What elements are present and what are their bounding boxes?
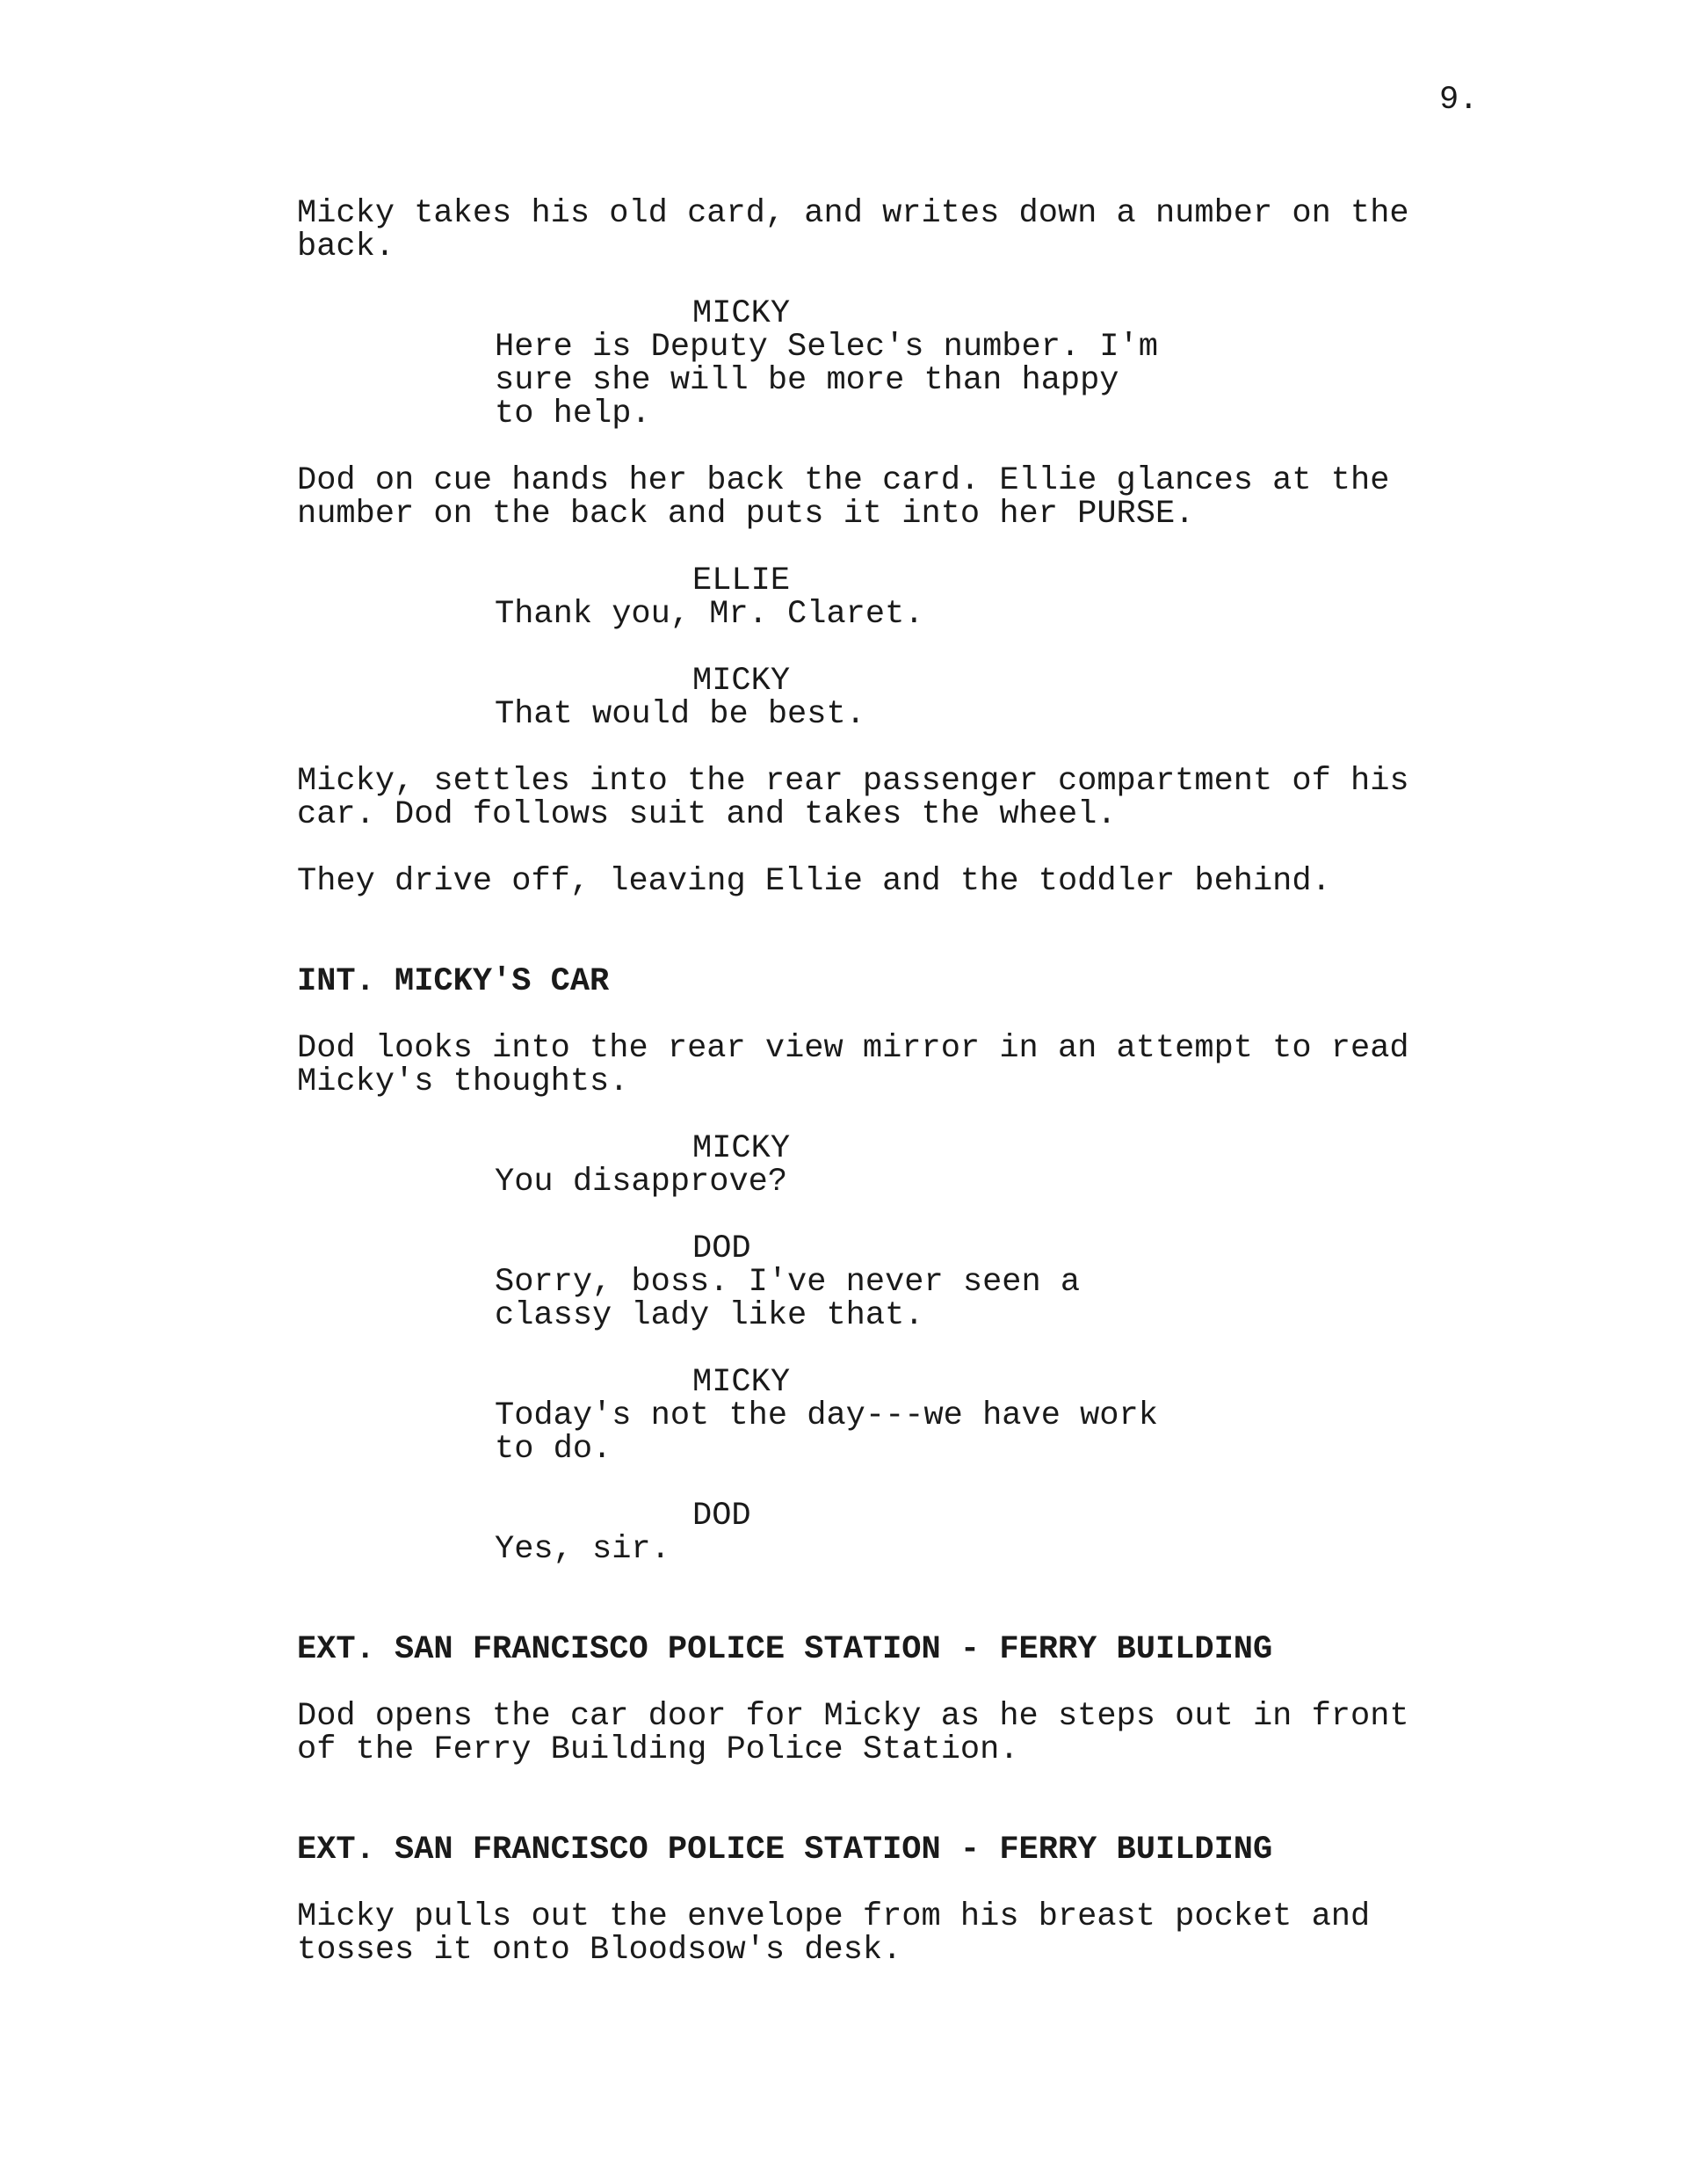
dialogue: Yes, sir. — [495, 1531, 670, 1568]
dialogue: You disapprove? — [495, 1164, 788, 1201]
action-line: They drive off, leaving Ellie and the toddler behind. — [297, 863, 1331, 900]
action-line: Micky takes his old card, and writes down a number on the back. — [297, 195, 1429, 265]
character-name: MICKY — [692, 1364, 791, 1401]
action-line: Dod on cue hands her back the card. Ellie glances at the number on the back and puts it into her PURSE. — [297, 462, 1409, 533]
action-line: Dod opens the car door for Micky as he steps out in front of the Ferry Building Police Station. — [297, 1698, 1429, 1768]
action-line: Dod looks into the rear view mirror in an attempt to read Micky's thoughts. — [297, 1030, 1429, 1100]
dialogue: Here is Deputy Selec's number. I'm sure she will be more than happy to help. — [495, 329, 1178, 432]
dialogue: Thank you, Mr. Claret. — [495, 596, 924, 633]
dialogue: That would be best. — [495, 696, 865, 733]
character-name: MICKY — [692, 295, 791, 332]
scene-heading: EXT. SAN FRANCISCO POLICE STATION - FERRY BUILDING — [297, 1832, 1273, 1868]
dialogue: Sorry, boss. I've never seen a classy lady like that. — [495, 1264, 1100, 1334]
script-content — [297, 197, 1457, 1967]
scene-heading: EXT. SAN FRANCISCO POLICE STATION - FERRY BUILDING — [297, 1631, 1273, 1668]
action-line: Micky pulls out the envelope from his breast pocket and tosses it onto Bloodsow's desk. — [297, 1898, 1390, 1969]
character-name: MICKY — [692, 1130, 791, 1167]
dialogue: Today's not the day---we have work to do. — [495, 1397, 1178, 1468]
character-name: ELLIE — [692, 562, 791, 599]
page-number: 9. — [1439, 82, 1479, 119]
character-name: MICKY — [692, 663, 791, 700]
action-line: Micky, settles into the rear passenger compartment of his car. Dod follows suit and takes the wheel. — [297, 763, 1429, 833]
character-name: DOD — [692, 1230, 751, 1267]
character-name: DOD — [692, 1498, 751, 1535]
scene-heading: INT. MICKY'S CAR — [297, 963, 610, 1000]
